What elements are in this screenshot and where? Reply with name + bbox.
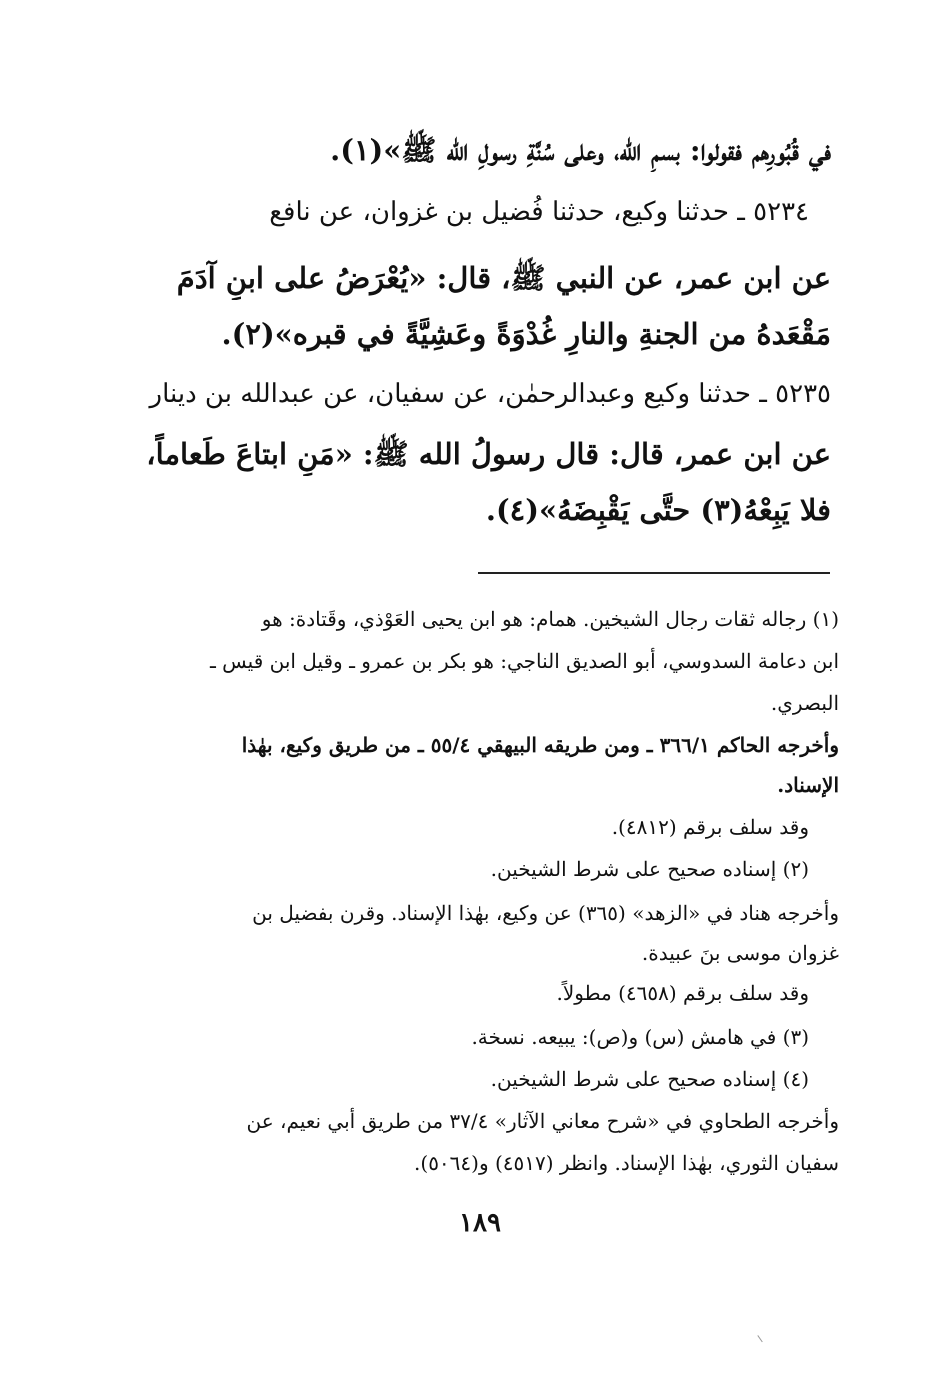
- page-number: ١٨٩: [459, 1208, 501, 1238]
- main-text-line-7: فلا يَبِعْهُ(٣) حتَّى يَقْبِضَهُ»(٤).: [485, 493, 831, 527]
- footnote-divider: [478, 572, 830, 574]
- footnote-line-5: الإسناد.: [777, 773, 839, 797]
- hadith-5235-isnad: ٥٢٣٥ ـ حدثنا وكيع وعبدالرحمٰن، عن سفيان، عن عبدالله بن دينار: [149, 379, 831, 409]
- main-text-line-3: عن ابن عمر، عن النبي ﷺ، قال: «يُعْرَضُ على ابنِ آدَمَ: [176, 261, 831, 295]
- scan-mark: [757, 1332, 767, 1343]
- footnote-line-3: البصري.: [770, 691, 839, 715]
- main-text-line-6: عن ابن عمر، قال: قال رسولُ الله ﷺ: «مَنِ ابتاعَ طَعاماً،: [146, 437, 831, 471]
- main-text-line-1: في قُبُورِهم فقولوا: بسمِ الله، وعلى سُنَّةِ رسولِ الله ﷺ»(١).: [330, 133, 831, 167]
- footnote-line-6: وقد سلف برقم (٤٨١٢).: [611, 815, 809, 839]
- footnote-line-8: وأخرجه هناد في «الزهد» (٣٦٥) عن وكيع، بهٰذا الإسناد. وقرن بفضيل بن: [252, 901, 839, 925]
- footnote-line-4: وأخرجه الحاكم ٣٦٦/١ ـ ومن طريقه البيهقي ٥٥/٤ ـ من طريق وكيع، بهٰذا: [241, 733, 839, 757]
- footnote-line-7: (٢) إسناده صحيح على شرط الشيخين.: [490, 857, 809, 881]
- hadith-5234-isnad: ٥٢٣٤ ـ حدثنا وكيع، حدثنا فُضيل بن غزوان، عن نافع: [269, 197, 809, 227]
- footnote-line-2: ابن دعامة السدوسي، أبو الصديق الناجي: هو بكر بن عمرو ـ وقيل ابن قيس ـ: [209, 649, 839, 673]
- main-text-line-4: مَقْعَدهُ من الجنةِ والنارِ غُدْوَةً وعَشِيَّةً في قبره»(٢).: [221, 317, 831, 351]
- footnote-line-1: (١) رجاله ثقات رجال الشيخين. همام: هو ابن يحيى العَوْذي، وقَتادة: هو: [261, 607, 839, 631]
- footnote-line-11: (٣) في هامش (س) و(ص): يبيعه. نسخة.: [471, 1025, 809, 1049]
- footnote-line-12: (٤) إسناده صحيح على شرط الشيخين.: [490, 1067, 809, 1091]
- footnote-line-14: سفيان الثوري، بهٰذا الإسناد. وانظر (٤٥١٧) و(٥٠٦٤).: [414, 1151, 839, 1175]
- footnote-line-9: غزوان موسى بنَ عبيدة.: [641, 941, 839, 965]
- footnote-line-10: وقد سلف برقم (٤٦٥٨) مطولاً.: [556, 981, 809, 1005]
- footnote-line-13: وأخرجه الطحاوي في «شرح معاني الآثار» ٣٧/٤ من طريق أبي نعيم، عن: [246, 1109, 839, 1133]
